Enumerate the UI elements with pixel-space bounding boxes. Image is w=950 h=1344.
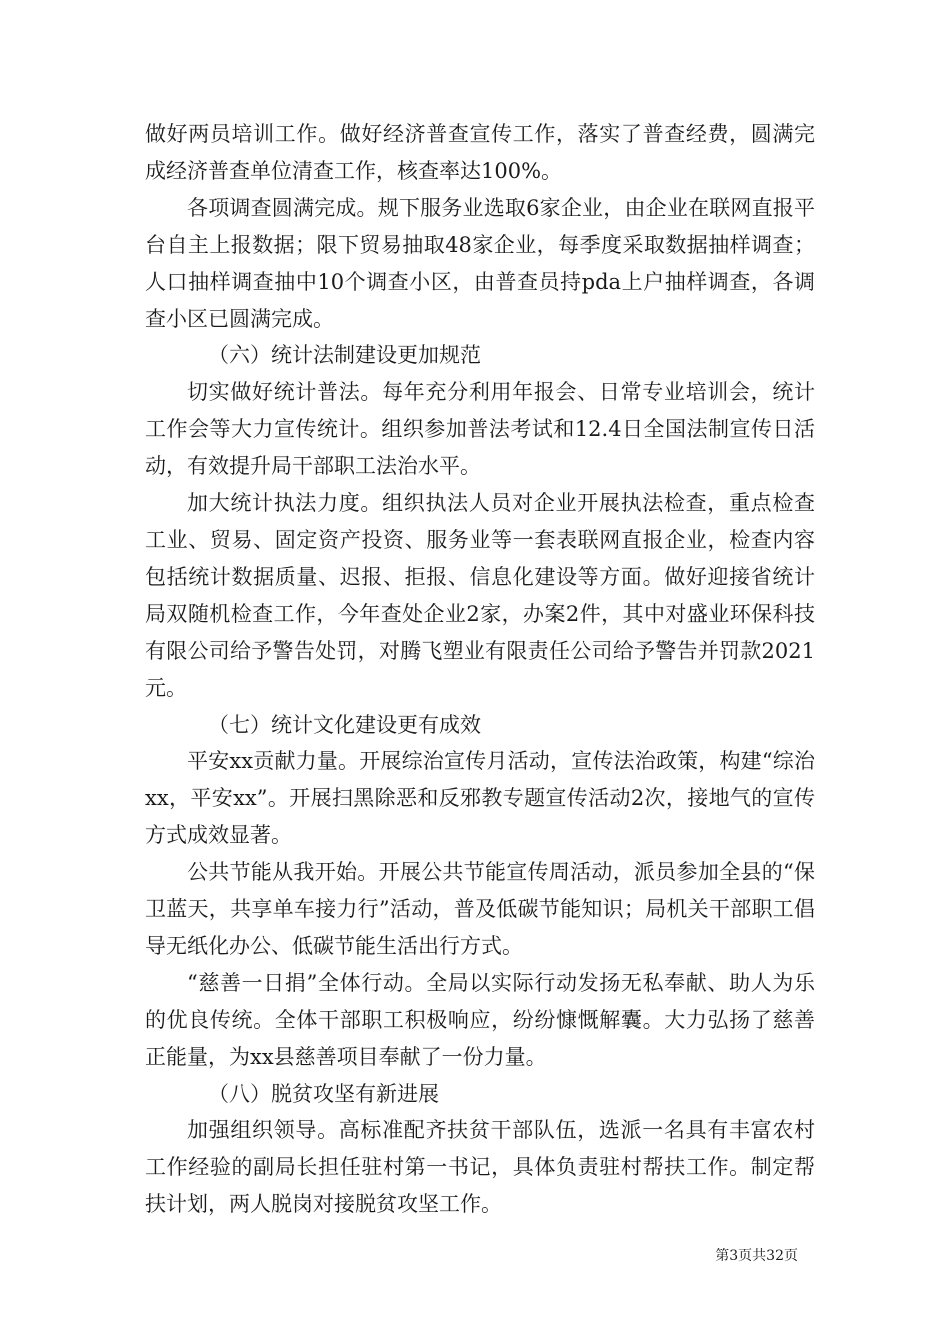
page-number-footer: 第3页共32页 (715, 1248, 798, 1264)
section-heading: （八）脱贫攻坚有新进展 (208, 1081, 439, 1106)
section-heading: （六）统计法制建设更加规范 (208, 343, 481, 368)
paragraph: 加强组织领导。高标准配齐扶贫干部队伍，选派一名具有丰富农村工作经验的副局长担任驻村第一书记，具体负责驻村帮扶工作。制定帮扶计划，两人脱岗对接脱贫攻坚工作。 (145, 1118, 815, 1217)
section-heading: （七）统计文化建设更有成效 (208, 712, 481, 737)
paragraph: 平安xx贡献力量。开展综治宣传月活动，宣传法治政策，构建“综治xx，平安xx”。开展扫黑除恶和反邪教专题宣传活动2次，接地气的宣传方式成效显著。 (145, 749, 815, 848)
paragraph: 各项调查圆满完成。规下服务业选取6家企业，由企业在联网直报平台自主上报数据；限下贸易抽取48家企业，每季度采取数据抽样调查；人口抽样调查抽中10个调查小区，由普查员持pda上户抽样调查，各调查小区已圆满完成。 (145, 195, 815, 331)
paragraph: 加大统计执法力度。组织执法人员对企业开展执法检查，重点检查工业、贸易、固定资产投资、服务业等一套表联网直报企业，检查内容包括统计数据质量、迟报、拒报、信息化建设等方面。做好迎接省统计局双随机检查工作，今年查处企业2家，办案2件，其中对盛业环保科技有限公司给予警告处罚，对腾飞塑业有限责任公司给予警告并罚款2021元。 (145, 491, 815, 700)
paragraph: 公共节能从我开始。开展公共节能宣传周活动，派员参加全县的“保卫蓝天，共享单车接力行”活动，普及低碳节能知识；局机关干部职工倡导无纸化办公、低碳节能生活出行方式。 (145, 860, 815, 958)
paragraph: “慈善一日捐”全体行动。全局以实际行动发扬无私奉献、助人为乐的优良传统。全体干部职工积极响应，纷纷慷慨解囊。大力弘扬了慈善正能量，为xx县慈善项目奉献了一份力量。 (145, 970, 815, 1069)
paragraph: 做好两员培训工作。做好经济普查宣传工作，落实了普查经费，圆满完成经济普查单位清查工作，核查率达100%。 (145, 122, 815, 183)
paragraph: 切实做好统计普法。每年充分利用年报会、日常专业培训会，统计工作会等大力宣传统计。组织参加普法考试和12.4日全国法制宣传日活动，有效提升局干部职工法治水平。 (145, 380, 815, 479)
document-body (145, 116, 815, 1223)
